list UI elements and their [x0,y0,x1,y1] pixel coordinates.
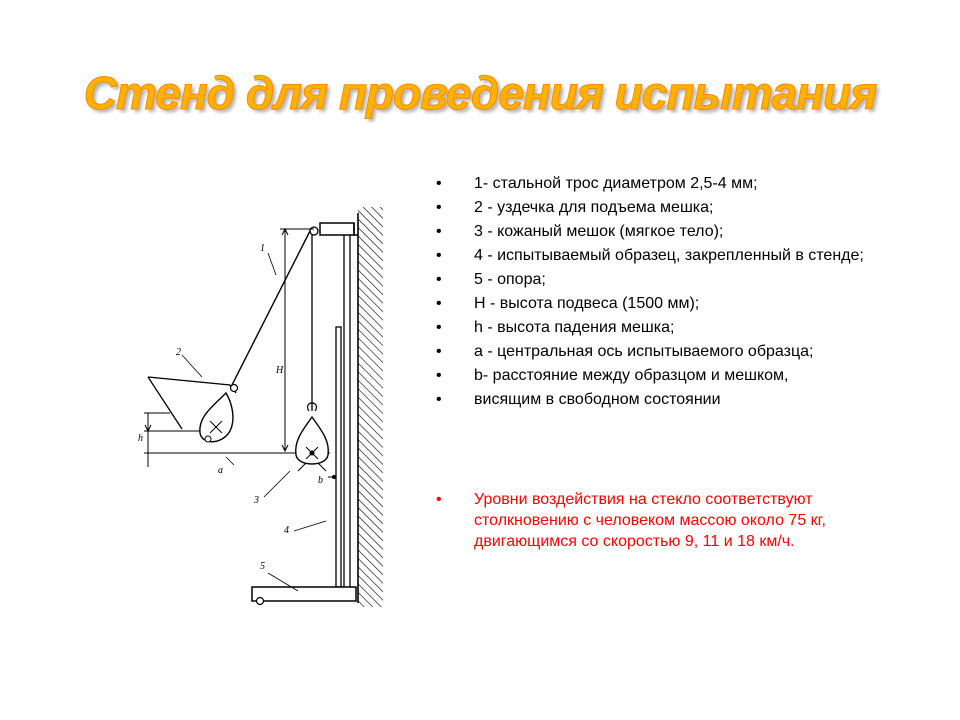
wall-hatching [358,207,383,607]
legend-item: • b- расстояние между образцом и мешком, [436,367,789,384]
label-4: 4 [284,525,289,536]
slide-title: Стенд для проведения испытания [83,67,877,119]
label-b: b [318,475,323,486]
steel-cable [232,231,310,385]
label-3: 3 [254,495,259,506]
bullet-icon: • [436,367,442,384]
bullet-icon: • [436,343,442,360]
bridle [148,377,236,393]
bullet-icon: • [436,319,442,336]
bullet-icon: • [436,295,442,312]
legend-item: • 3 - кожаный мешок (мягкое тело); [436,223,724,240]
legend-item: • 2 - уздечка для подъема мешка; [436,199,714,216]
note-item: • Уровни воздействия на стекло соответствуют столкновению с человеком массою около 75 кг, двигающимся со скоростью 9, 11 и 18 км/ч. [436,491,826,550]
bullet-icon: • [436,247,442,264]
legend-item: • а - центральная ось испытываемого образца; [436,343,814,360]
legend-item: • 5 - опора; [436,271,546,288]
label-5: 5 [260,561,265,572]
bullet-icon: • [436,491,442,508]
top-pulley [310,227,318,235]
bullet-icon: • [436,223,442,240]
legend-list [436,173,906,413]
test-stand-diagram [130,195,390,615]
legend-item: • H - высота подвеса (1500 мм); [436,295,700,312]
legend-item: • висящим в свободном состоянии [436,391,721,408]
label-h: h [138,433,143,444]
label-2: 2 [176,347,181,358]
top-bracket [320,223,354,235]
label-a: a [218,465,223,476]
raised-bag [200,393,233,442]
bullet-icon: • [436,271,442,288]
test-specimen [336,327,341,587]
label-1: 1 [260,243,265,254]
bullet-icon: • [436,199,442,216]
impact-note [436,489,906,552]
bullet-icon: • [436,391,442,408]
legend-item: • h - высота падения мешка; [436,319,675,336]
legend-item: • 4 - испытываемый образец, закрепленный в стенде; [436,247,864,264]
label-H: H [276,365,284,376]
legend-item: • 1- стальной трос диаметром 2,5-4 мм; [436,175,758,192]
base-support [252,587,356,601]
hanging-bag [296,417,329,464]
bullet-icon: • [436,175,442,192]
